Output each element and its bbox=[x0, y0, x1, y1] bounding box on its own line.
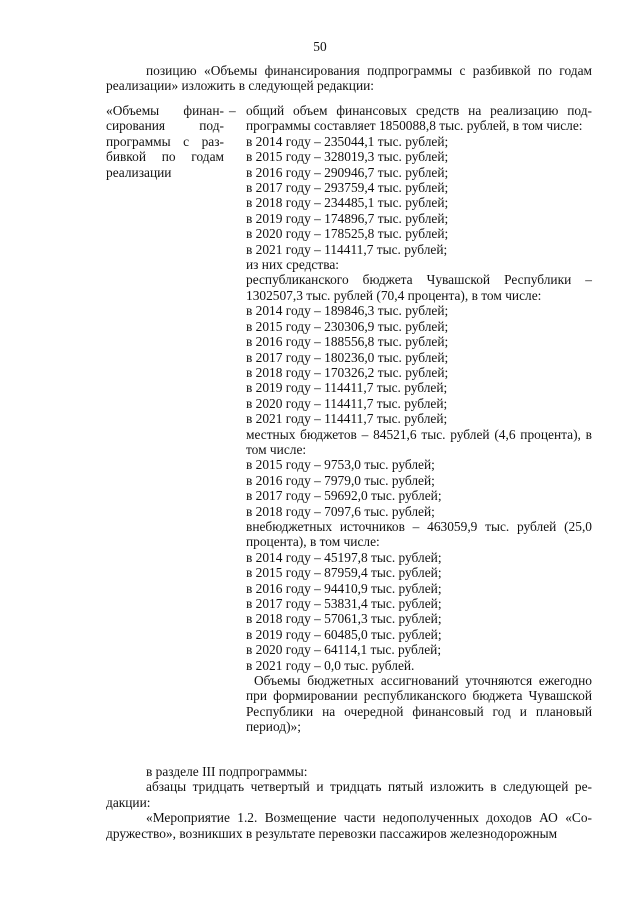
extrabudget-year-line: в 2014 году – 45197,8 тыс. рублей; bbox=[246, 549, 442, 565]
extrabudget-year-line: в 2021 году – 0,0 тыс. рублей. bbox=[246, 657, 415, 673]
extrabudget-year-line: в 2016 году – 94410,9 тыс. рублей; bbox=[246, 580, 442, 596]
total-year-line: в 2019 году – 174896,7 тыс. рублей; bbox=[246, 210, 449, 226]
republic-year-line: в 2017 году – 180236,0 тыс. рублей; bbox=[246, 349, 449, 365]
republic-year-line: в 2015 году – 230306,9 тыс. рублей; bbox=[246, 318, 449, 334]
republic-year-line: в 2016 году – 188556,8 тыс. рублей; bbox=[246, 334, 449, 350]
extrabudget-year-line: в 2017 году – 53831,4 тыс. рублей; bbox=[246, 596, 442, 611]
republic-year-line: в 2014 году – 189846,3 тыс. рублей; bbox=[246, 303, 449, 319]
following-text bbox=[106, 764, 592, 841]
measure-line: «Мероприятие 1.2. Возмещение части недополученных доходов АО «Содружество», возникших в результате перевозки пассажиров железнодорожным bbox=[106, 810, 592, 841]
intro-line-2: реализации» изложить в следующей редакции: bbox=[106, 78, 374, 94]
funding-label: «Объемы финансирования подпрограммы с разбивкой по годам реализации bbox=[106, 103, 224, 180]
republic-year-line: в 2018 году – 170326,2 тыс. рублей; bbox=[246, 364, 449, 380]
local-year-line: в 2017 году – 59692,0 тыс. рублей; bbox=[246, 488, 442, 504]
section-line: в разделе III подпрограммы: bbox=[146, 764, 308, 779]
label-dash: – bbox=[229, 103, 236, 118]
total-year-line: в 2015 году – 328019,3 тыс. рублей; bbox=[246, 149, 449, 165]
local-by-year-list bbox=[246, 457, 592, 519]
paragraphs-line: абзацы тридцать четвертый и тридцать пятый изложить в следующей редакции: bbox=[106, 779, 592, 810]
total-by-year-list bbox=[246, 134, 592, 257]
local-budget: местных бюджетов – 84521,6 тыс. рублей (4,6 процента), в том числе: bbox=[246, 426, 592, 457]
extrabudget-year-line: в 2019 году – 60485,0 тыс. рублей; bbox=[246, 626, 442, 642]
total-year-line: в 2014 году – 235044,1 тыс. рублей; bbox=[246, 133, 449, 149]
republic-year-line: в 2019 году – 114411,7 тыс. рублей; bbox=[246, 380, 448, 396]
total-funding: общий объем финансовых средств на реализацию подпрограммы составляет 1850088,8 тыс. рублей, в том числе: bbox=[246, 103, 592, 134]
republic-year-line: в 2021 году – 114411,7 тыс. рублей; bbox=[246, 411, 448, 427]
extrabudget-sources: внебюджетных источников – 463059,9 тыс. рублей (25,0 процента), в том числе: bbox=[246, 518, 592, 550]
total-year-line: в 2020 году – 178525,8 тыс. рублей; bbox=[246, 226, 449, 242]
intro-paragraph bbox=[106, 63, 592, 94]
republic-budget: республиканского бюджета Чувашской Республики – 1302507,3 тыс. рублей (70,4 процента), в том числе: bbox=[246, 272, 592, 303]
total-year-line: в 2021 году – 114411,7 тыс. рублей; bbox=[246, 241, 448, 257]
local-year-line: в 2016 году – 7979,0 тыс. рублей; bbox=[246, 472, 435, 488]
page-number: 50 bbox=[313, 39, 327, 54]
local-year-line: в 2015 году – 9753,0 тыс. рублей; bbox=[246, 457, 435, 473]
extrabudget-year-line: в 2018 году – 57061,3 тыс. рублей; bbox=[246, 611, 442, 627]
total-year-line: в 2017 году – 293759,4 тыс. рублей; bbox=[246, 180, 449, 196]
allocation-note: Объемы бюджетных ассигнований уточняются ежегодно при формировании республиканского бюджета Чувашской Республики на очередной финансовый год и плановый период)»; bbox=[246, 673, 592, 735]
total-year-line: в 2018 году – 234485,1 тыс. рублей; bbox=[246, 195, 449, 211]
total-year-line: в 2016 году – 290946,7 тыс. рублей; bbox=[246, 164, 449, 180]
of-which-label: из них средства: bbox=[246, 257, 340, 273]
funding-details bbox=[246, 103, 592, 735]
extrabudget-year-line: в 2020 году – 64114,1 тыс. рублей; bbox=[246, 642, 442, 658]
republic-year-line: в 2020 году – 114411,7 тыс. рублей; bbox=[246, 395, 448, 411]
local-year-line: в 2018 году – 7097,6 тыс. рублей; bbox=[246, 503, 435, 519]
intro-line-1: позицию «Объемы финансирования подпрограммы с разбивкой по годам bbox=[146, 63, 592, 78]
extrabudget-year-line: в 2015 году – 87959,4 тыс. рублей; bbox=[246, 565, 442, 581]
republic-by-year-list bbox=[246, 303, 592, 426]
extrabudget-by-year-list bbox=[246, 550, 592, 673]
